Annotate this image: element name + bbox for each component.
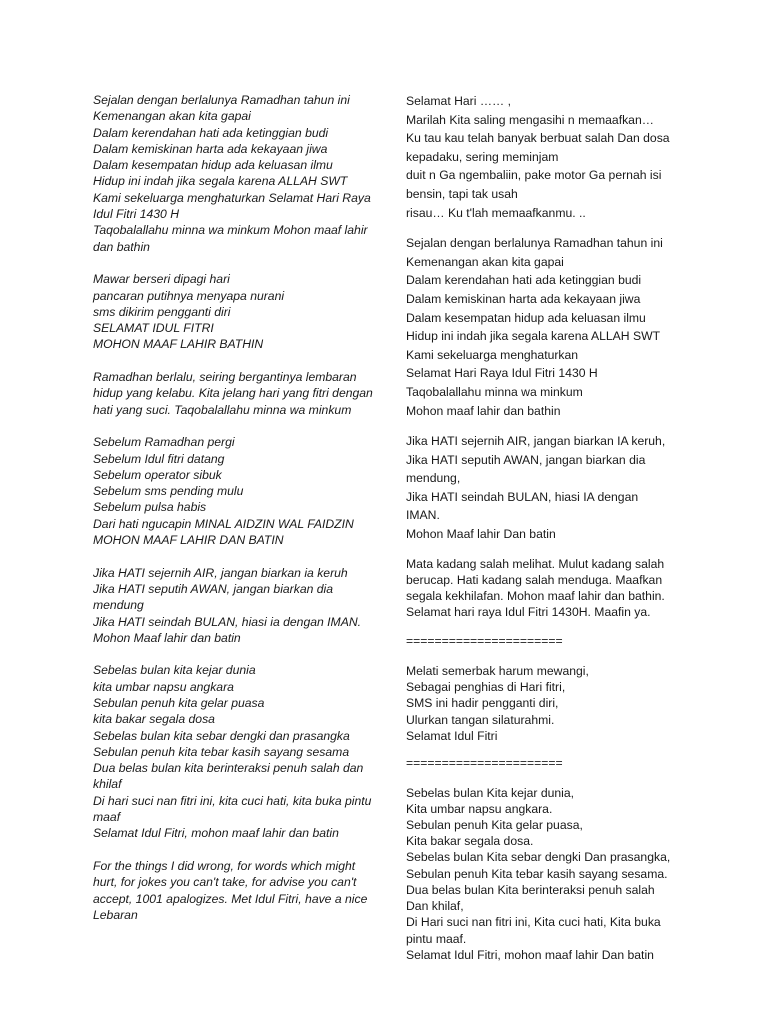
left-greeting-6 xyxy=(93,662,375,841)
text-line: Melati semerbak harum mewangi, xyxy=(406,664,589,679)
text-line: Sejalan dengan berlalunya Ramadhan tahun ini xyxy=(93,93,350,107)
text-line: Sebulan penuh Kita gelar puasa, xyxy=(406,818,583,833)
text-line: MOHON MAAF LAHIR DAN BATIN xyxy=(93,533,284,548)
text-line: Dua belas bulan Kita berinteraksi penuh salah Dan khilaf, xyxy=(406,882,655,914)
left-greeting-3 xyxy=(93,369,375,418)
text-line: Sebelum pulsa habis xyxy=(93,500,207,515)
text-line: Taqobalallahu minna wa minkum xyxy=(406,384,583,399)
text-line: Sebelas bulan kita sebar dengki dan prasangka xyxy=(93,728,350,743)
text-line: SELAMAT IDUL FITRI xyxy=(93,321,214,336)
text-line: Dalam kerendahan hati ada ketinggian budi xyxy=(93,125,329,140)
text-line: pancaran putihnya menyapa nurani xyxy=(93,288,285,303)
text-line: Dalam kemiskinan harta ada kekayaan jiwa xyxy=(406,291,641,306)
text-line: Sebelum Ramadhan pergi xyxy=(93,435,235,450)
text-line: duit n Ga ngembaliin, pake motor Ga pernah isi bensin, tapi tak usah xyxy=(406,168,662,201)
separator-line xyxy=(406,632,674,651)
text-line: Di hari suci nan fitri ini, kita cuci hati, kita buka pintu maaf xyxy=(93,793,372,825)
left-greeting-5 xyxy=(93,565,375,646)
left-greeting-4 xyxy=(93,434,375,548)
text-line: Ulurkan tangan silaturahmi. xyxy=(406,712,555,727)
text-line: Kemenangan akan kita gapai xyxy=(406,254,564,269)
text-line: Selamat Hari Raya Idul Fitri 1430 H xyxy=(406,366,598,381)
text-line: Sebelum sms pending mulu xyxy=(93,484,244,499)
text-line: Selamat Idul Fitri, mohon maaf lahir dan batin xyxy=(93,826,339,841)
text-line: Mohon maaf lahir dan bathin xyxy=(406,403,561,418)
text-line: Dalam kemiskinan harta ada kekayaan jiwa xyxy=(93,141,328,156)
text-line: Sebelas bulan Kita kejar dunia, xyxy=(406,785,575,800)
text-line: Ku tau kau telah banyak berbuat salah Dan dosa kepadaku, sering meminjam xyxy=(406,131,670,164)
text-line: risau… Ku t'lah memaafkanmu. .. xyxy=(406,205,586,220)
text-line: Sebulan penuh kita tebar kasih sayang sesama xyxy=(93,744,350,759)
separator-text: ====================== xyxy=(406,634,563,649)
left-column xyxy=(93,92,375,939)
text-line: Jika HATI seindah BULAN, hiasi ia dengan IMAN. xyxy=(93,614,362,629)
text-line: kita umbar napsu angkara xyxy=(93,679,234,694)
text-line: Sejalan dengan berlalunya Ramadhan tahun ini xyxy=(406,236,663,251)
text-line: Jika HATI sejernih AIR, jangan biarkan IA keruh, xyxy=(406,434,666,449)
text-line: Marilah Kita saling mengasihi n memaafkan… xyxy=(406,112,654,127)
text-line: Selamat Idul Fitri xyxy=(406,728,498,743)
text-line: Sebulan penuh kita gelar puasa xyxy=(93,695,265,710)
text-line: Jika HATI seputih AWAN, jangan biarkan dia mendung, xyxy=(406,452,646,486)
right-greeting-4 xyxy=(406,556,674,621)
left-greeting-1 xyxy=(93,92,375,255)
text-line: Jika HATI seindah BULAN, hiasi IA dengan IMAN. xyxy=(406,489,639,523)
text-line: Di Hari suci nan fitri ini, Kita cuci hati, Kita buka pintu maaf. xyxy=(406,915,661,946)
text-line: Sebulan penuh Kita tebar kasih sayang sesama. xyxy=(406,866,668,881)
text-line: Selamat Hari …… , xyxy=(406,94,511,108)
text-line: Sebelum Idul fitri datang xyxy=(93,451,225,466)
text-line: Jika HATI sejernih AIR, jangan biarkan ia keruh xyxy=(93,565,348,580)
text-line: Dari hati ngucapin MINAL AIDZIN WAL FAIDZIN xyxy=(93,516,354,531)
text-line: Hidup ini indah jika segala karena ALLAH SWT xyxy=(406,329,661,344)
right-greeting-1 xyxy=(406,92,674,222)
text-line: Dalam kesempatan hidup ada keluasan ilmu xyxy=(406,310,646,325)
text-line: Kami sekeluarga menghaturkan Selamat Hari Raya Idul Fitri 1430 H xyxy=(93,190,371,222)
text-line: Kita bakar segala dosa. xyxy=(406,834,534,849)
left-greeting-7 xyxy=(93,858,375,923)
right-greeting-5 xyxy=(406,663,674,744)
right-greeting-6 xyxy=(406,785,674,963)
left-greeting-2 xyxy=(93,271,375,352)
text-line: For the things I did wrong, for words which might hurt, for jokes you can't take, for advise you can't accept, 1001 apalogizes. Met Idul Fitri, have a nice Lebaran xyxy=(93,858,368,922)
text-line: Mawar berseri dipagi hari xyxy=(93,272,230,287)
right-column xyxy=(406,92,674,963)
text-line: Sebelas bulan Kita sebar dengki Dan prasangka, xyxy=(406,850,671,865)
text-line: Ramadhan berlalu, seiring bergantinya lembaran hidup yang kelabu. Kita jelang hari yang fitri dengan hati yang suci. Taqobalallahu minna wa minkum xyxy=(93,370,373,417)
text-line: Taqobalallahu minna wa minkum Mohon maaf lahir dan bathin xyxy=(93,223,368,254)
text-line: Dalam kesempatan hidup ada keluasan ilmu xyxy=(93,158,333,173)
text-line: Jika HATI seputih AWAN, jangan biarkan dia mendung xyxy=(93,581,334,613)
separator-line xyxy=(406,754,674,773)
text-line: Kemenangan akan kita gapai xyxy=(93,109,251,124)
text-line: SMS ini hadir pengganti diri, xyxy=(406,696,559,711)
text-line: Mohon Maaf lahir Dan batin xyxy=(406,527,556,542)
text-line: Hidup ini indah jika segala karena ALLAH SWT xyxy=(93,174,348,189)
text-line: Dua belas bulan kita berinteraksi penuh salah dan khilaf xyxy=(93,761,364,792)
text-line: Mata kadang salah melihat. Mulut kadang salah berucap. Hati kadang salah menduga. Maafkan segala kekhilafan. Mohon maaf lahir dan bathin. Selamat hari raya Idul Fitri 1430H. Maafin ya. xyxy=(406,556,665,620)
text-line: Sebagai penghias di Hari fitri, xyxy=(406,680,566,695)
text-line: Mohon Maaf lahir dan batin xyxy=(93,630,241,645)
separator-text: ====================== xyxy=(406,756,563,771)
right-greeting-3 xyxy=(406,432,674,544)
text-line: Sebelum operator sibuk xyxy=(93,467,222,482)
text-line: Dalam kerendahan hati ada ketinggian budi xyxy=(406,273,642,288)
right-greeting-2 xyxy=(406,234,674,420)
text-line: Kami sekeluarga menghaturkan xyxy=(406,347,579,362)
text-line: MOHON MAAF LAHIR BATHIN xyxy=(93,337,264,352)
text-line: Selamat Idul Fitri, mohon maaf lahir Dan batin xyxy=(406,947,654,962)
text-line: Kita umbar napsu angkara. xyxy=(406,801,553,816)
text-line: sms dikirim pengganti diri xyxy=(93,304,231,319)
text-line: kita bakar segala dosa xyxy=(93,712,215,727)
text-line: Sebelas bulan kita kejar dunia xyxy=(93,663,256,678)
